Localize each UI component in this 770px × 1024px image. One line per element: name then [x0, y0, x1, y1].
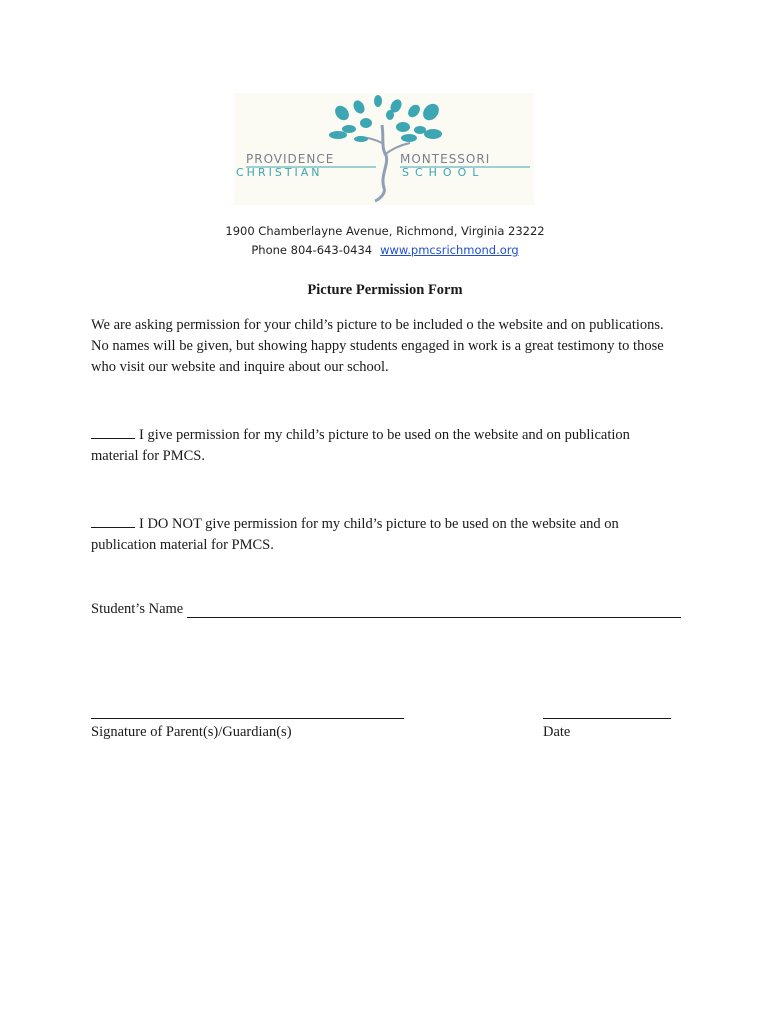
signature-label: Signature of Parent(s)/Guardian(s): [91, 724, 292, 740]
permission-no-blank[interactable]: [91, 513, 135, 528]
logo-text-school: SCHOOL: [402, 166, 485, 179]
tree-logo-graphic: [234, 93, 534, 205]
school-logo: [234, 93, 534, 205]
street-address: 1900 Chamberlayne Avenue, Richmond, Virginia 23222: [225, 224, 545, 238]
parent-signature-field[interactable]: [91, 718, 404, 719]
permission-yes-blank[interactable]: [91, 424, 135, 439]
logo-text-providence: PROVIDENCE: [246, 152, 335, 166]
option-yes-text: I give permission for my child’s picture to be used on the website and on publication material for PMCS.: [91, 427, 630, 464]
option-give-permission: [91, 424, 671, 467]
date-field[interactable]: [543, 718, 671, 719]
intro-paragraph: We are asking permission for your child’s picture to be included o the website and on publications. No names will be given, but showing happy students engaged in work is a great testimony to those who visit our website and inquire about our school.: [91, 317, 664, 375]
logo-text-christian: CHRISTIAN: [236, 166, 323, 179]
logo-text-montessori: MONTESSORI: [400, 152, 491, 166]
contact-line: [0, 243, 770, 257]
form-title: Picture Permission Form: [307, 282, 463, 298]
option-deny-permission: [91, 513, 671, 556]
option-no-text: I DO NOT give permission for my child’s picture to be used on the website and on publication material for PMCS.: [91, 516, 619, 553]
date-label: Date: [543, 724, 571, 740]
student-name-row: [91, 601, 681, 618]
school-address: [0, 224, 770, 238]
student-name-field[interactable]: [187, 602, 681, 618]
student-name-label: Student’s Name: [91, 601, 184, 617]
website-link[interactable]: www.pmcsrichmond.org: [380, 243, 519, 257]
phone-number: Phone 804-643-0434: [251, 243, 373, 257]
